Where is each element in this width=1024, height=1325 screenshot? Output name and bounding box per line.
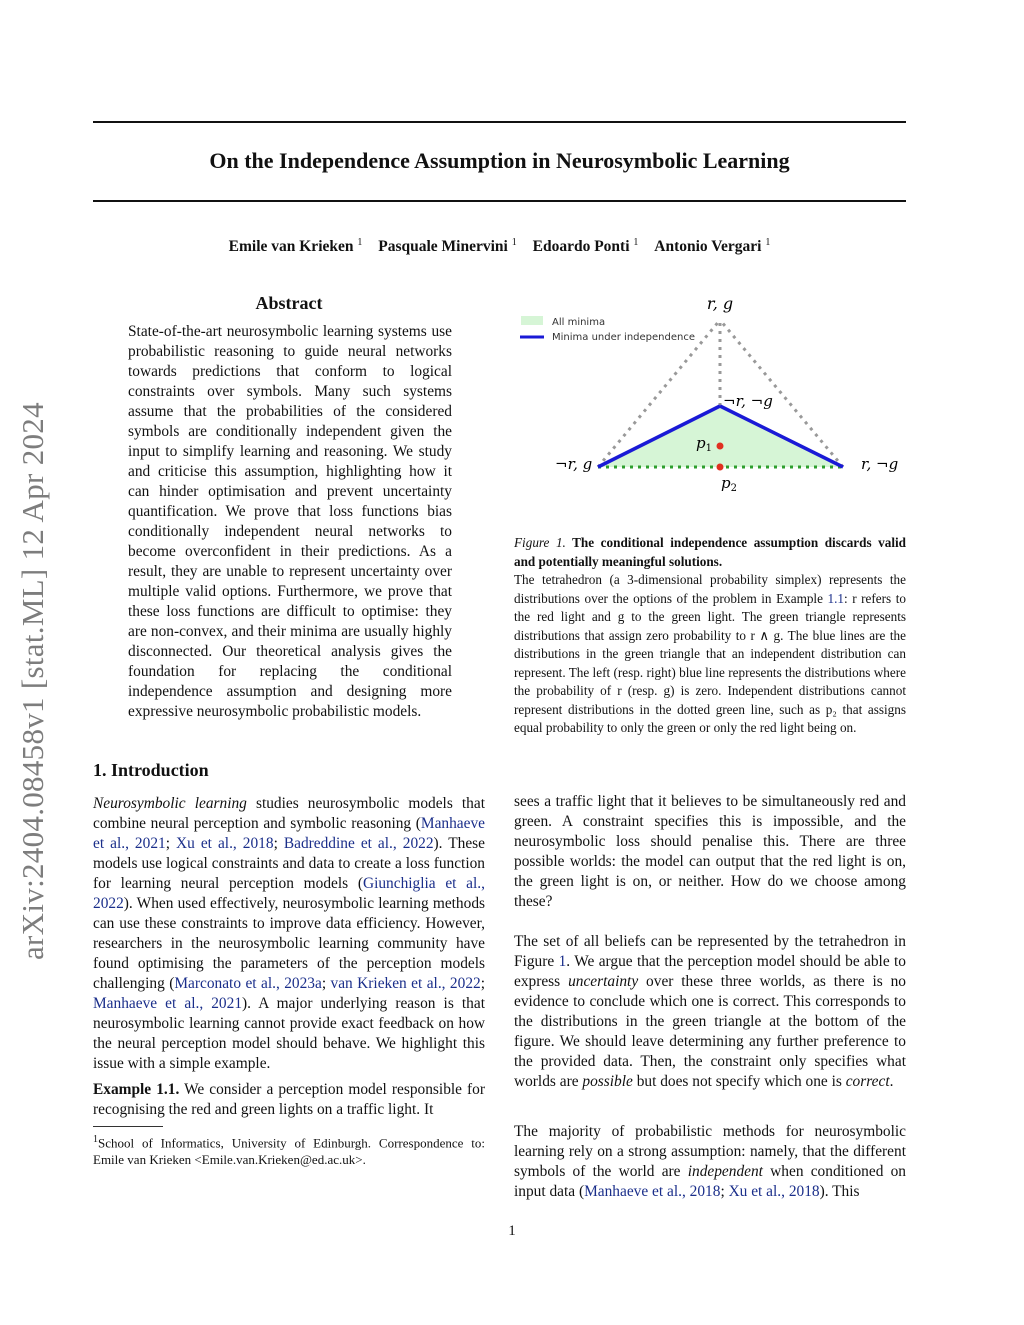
- citation-link[interactable]: van Krieken et al., 2022: [330, 975, 481, 992]
- legend-green-swatch: [521, 316, 543, 325]
- top-rule: [93, 121, 906, 123]
- example-ref-link[interactable]: 1.1: [827, 590, 844, 606]
- label-p2: $p_2$: [721, 474, 737, 494]
- citation-link[interactable]: Manhaeve et al., 2018: [584, 1183, 721, 1200]
- author-list: [93, 237, 906, 256]
- point-p2: [717, 464, 724, 471]
- figure-caption: Figure 1. The conditional independence assumption discards valid and potentially meaningful solutions. The tetrahedron (a 3-dimensional probability simplex) represents the distributions over the options of the problem in Example 1.1: r refers to the red light and g to the green light. The green triangle represents distributions that assign zero probability to r ∧ g. The blue lines are the distributions in the green triangle that an independent distribution can represent. The left (resp. right) blue line represents the distributions where the probability of r (resp. g) is zero. Independent distributions cannot represent distributions in the dotted green line, such as p₂ that assigns equal probability to only the green or only the red light being on.: [514, 535, 907, 735]
- citation-link[interactable]: Badreddine et al., 2022: [283, 835, 434, 852]
- citation-link[interactable]: Manhaeve et al., 2021: [93, 815, 485, 852]
- point-p1: [717, 443, 724, 450]
- author: Edoardo Ponti $^1$: [532, 237, 639, 256]
- citation-link[interactable]: Xu et al., 2018: [728, 1183, 820, 1200]
- label-right-vertex: r, ¬g: [861, 455, 899, 473]
- footnote-rule: [93, 1126, 163, 1127]
- label-p1: $p_1$: [696, 434, 712, 454]
- introduction-paragraph: Neurosymbolic learning studies neurosymbolic models that combine neural perception and symbolic reasoning (Manhaeve et al., 2021; Xu et al., 2018; Badreddine et al., 2022). These models use logical constraints and data to create a loss function for learning neural perception models (Giunchiglia et al., 2022). When used effectively, neurosymbolic learning methods can use these constraints to improve data efficiency. However, researchers in the neurosymbolic learning community have found optimising the parameters of the perception models challenging (Marconato et al., 2023a; van Krieken et al., 2022; Manhaeve et al., 2021). A major underlying reason is that neurosymbolic learning cannot provide exact feedback on how the neural perception model should behave. We highlight this issue with a simple example.: [93, 795, 486, 1072]
- label-top-vertex: r, g: [706, 294, 734, 313]
- citation-link[interactable]: Marconato et al., 2023a: [174, 975, 322, 992]
- author: Antonio Vergari $^1$: [654, 237, 771, 256]
- legend-all-minima: All minima: [552, 317, 606, 328]
- right-paragraph-1: sees a traffic light that it believes to be simultaneously red and green. A constraint specifies this is impossible, and the neurosymbolic loss should penalise this. There are three possible worlds: the model can output that the red light is on, the green light is on, or neither. How do we choose among these?: [514, 793, 906, 910]
- footnote: $^1$School of Informatics, University of Edinburgh. Correspondence to: Emile van Krieken <Emile.van.Krieken@ed.ac.uk>.: [93, 1134, 485, 1168]
- paper-title: On the Independence Assumption in Neurosymbolic Learning: [209, 148, 790, 173]
- author: Pasquale Minervini $^1$: [378, 237, 517, 256]
- abstract-heading: Abstract: [255, 293, 323, 313]
- right-paragraph-2: The set of all beliefs can be represented by the tetrahedron in Figure 1. We argue that the perception model should be able to express uncertainty over these three worlds, as there is no evidence to conclude which one is correct. This corresponds to the distributions in the green triangle at the bottom of the figure. We should leave determining any further preference to the provided data. Then, the constraint only specifies what worlds are possible but does not specify which one is correct.: [514, 933, 907, 1090]
- label-mid-vertex: ¬r, ¬g: [723, 392, 773, 410]
- label-left-vertex: ¬r, g: [555, 455, 593, 473]
- introduction-heading: 1. Introduction: [93, 760, 209, 780]
- legend-minima-independence: Minima under independence: [552, 332, 695, 343]
- citation-link[interactable]: Giunchiglia et al., 2022: [93, 875, 485, 912]
- green-triangle: [598, 406, 843, 467]
- example-paragraph: Example 1.1. We consider a perception model responsible for recognising the red and green lights on a traffic light. It: [93, 1081, 486, 1118]
- figure-ref-link[interactable]: 1: [558, 953, 567, 970]
- author: Emile van Krieken $^1$: [228, 237, 363, 256]
- citation-link[interactable]: Manhaeve et al., 2021: [93, 995, 243, 1012]
- abstract-text: State-of-the-art neurosymbolic learning systems use probabilistic reasoning to guide neural networks towards predictions that conform to logical constraints over symbols. Many such systems assume that the probabilities of the considered symbols are conditionally independent given the input to simplify learning and reasoning. We study and criticise this assumption, highlighting how it can hinder optimisation and prevent uncertainty quantification. We prove that loss functions bias conditionally independent neural networks to become overconfident in their predictions. As a result, they are unable to represent uncertainty over multiple valid options. Furthermore, we prove that these loss functions are difficult to optimise: they are non-convex, and their minima are usually highly disconnected. Our theoretical analysis gives the foundation for replacing the conditional independence assumption and designing more expressive neurosymbolic probabilistic models.: [128, 323, 452, 720]
- arxiv-watermark: arXiv:2404.08458v1 [stat.ML] 12 Apr 2024: [15, 402, 50, 960]
- title-bottom-rule: [93, 200, 906, 202]
- right-paragraph-3: The majority of probabilistic methods for neurosymbolic learning rely on a strong assumption: namely, that the different symbols of the world are independent when conditioned on input data (Manhaeve et al., 2018; Xu et al., 2018). This: [514, 1123, 906, 1200]
- figure-simplex: [513, 290, 906, 515]
- citation-link[interactable]: Xu et al., 2018: [176, 835, 274, 852]
- page-number: 1: [508, 1223, 516, 1239]
